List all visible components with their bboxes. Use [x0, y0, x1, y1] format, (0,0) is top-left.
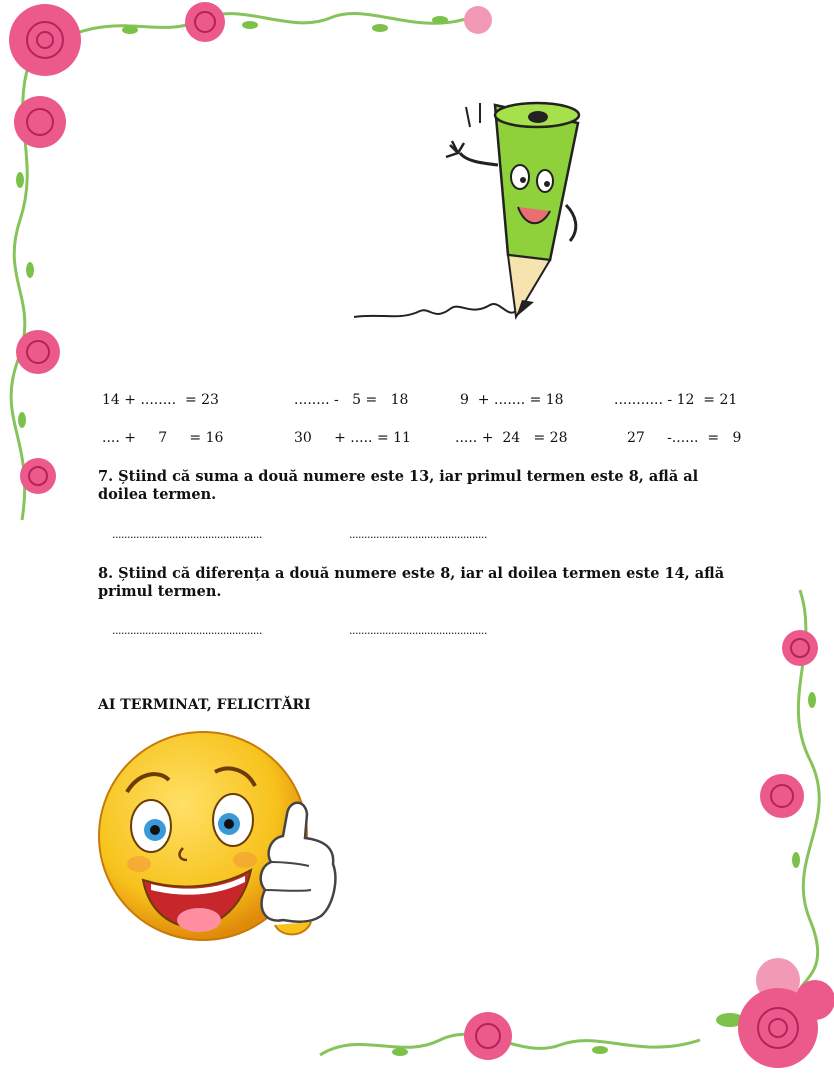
thumbs-up-smiley: [95, 730, 345, 955]
equation: ..... + 24 = 28: [455, 430, 568, 446]
equation: 27 -...... = 9: [627, 430, 742, 446]
equation: 30 + ..... = 11: [294, 430, 411, 446]
equation: 14 + ........ = 23: [102, 392, 219, 408]
answer-blank[interactable]: ..............................................: [349, 528, 487, 541]
equation: ........... - 12 = 21: [614, 392, 738, 408]
answer-blank[interactable]: ..................................................: [112, 528, 262, 541]
problem-8-text: 8. Știind că diferența a două numere este 8, iar al doilea termen este 14, află primul termen.: [98, 565, 725, 600]
pencil-mascot: [340, 95, 590, 330]
final-message: AI TERMINAT, FELICITĂRI: [98, 697, 311, 713]
answer-blank[interactable]: ..............................................: [349, 624, 487, 637]
problem-7-text: 7. Știind că suma a două numere este 13, iar primul termen este 8, află al doilea termen.: [98, 468, 699, 503]
equation: .... + 7 = 16: [102, 430, 224, 446]
equation: 9 + ....... = 18: [460, 392, 564, 408]
equation: ........ - 5 = 18: [294, 392, 409, 408]
answer-blank[interactable]: ..................................................: [112, 624, 262, 637]
